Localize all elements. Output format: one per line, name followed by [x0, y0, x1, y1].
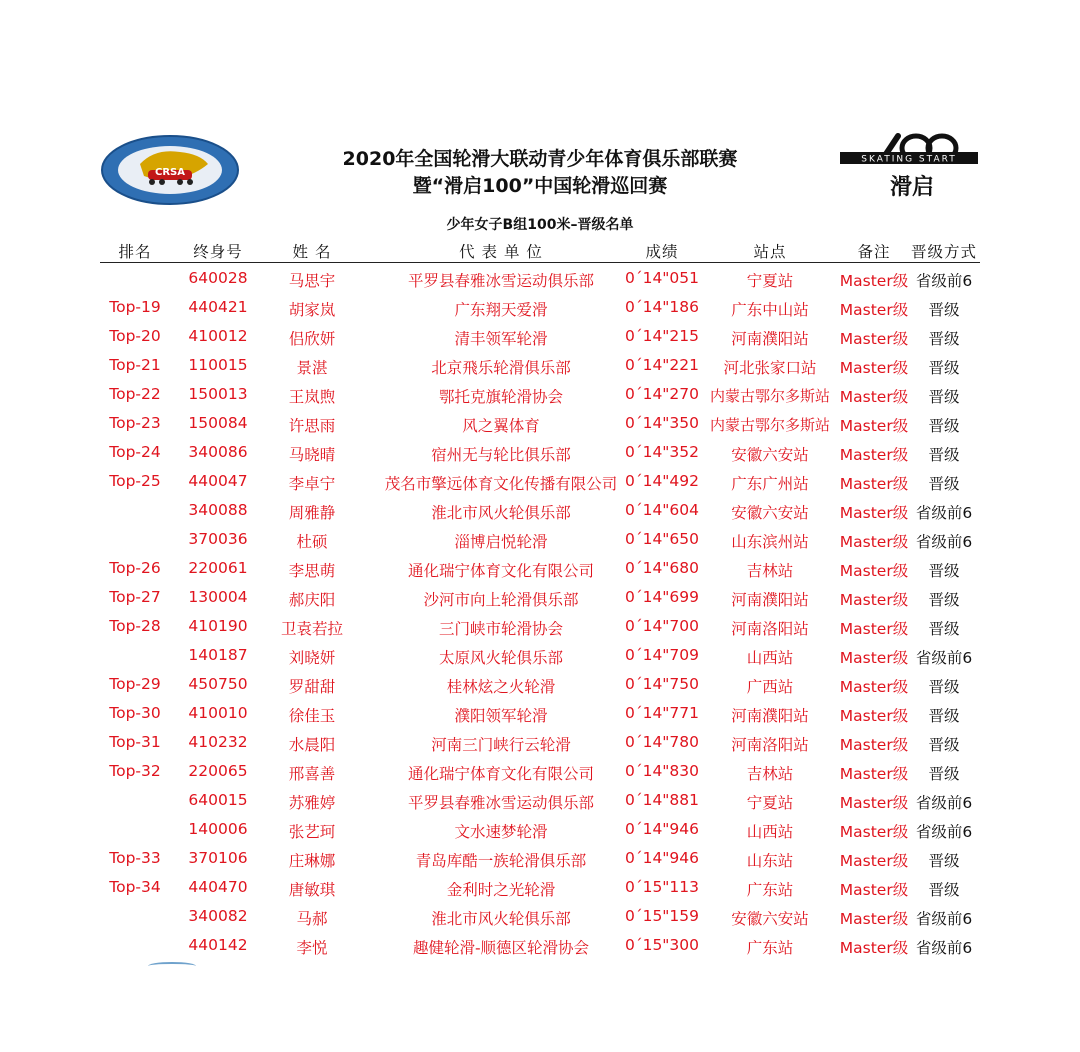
- cell-unit: 平罗县春雅冰雪运动俱乐部: [407, 794, 595, 812]
- cell-station: 广东站: [746, 939, 794, 957]
- cell-promotion: 省级前6: [915, 533, 973, 551]
- cell-note: Master级: [839, 446, 909, 464]
- cell-rank: Top-29: [109, 675, 161, 693]
- cell-rank: Top-31: [109, 733, 161, 751]
- cell-note: Master级: [839, 678, 909, 696]
- cell-unit: 鄂托克旗轮滑协会: [438, 388, 564, 406]
- cell-id: 440142: [188, 936, 248, 954]
- cell-note: Master级: [839, 620, 909, 638]
- cell-promotion: 晋级: [928, 620, 960, 638]
- cell-rank: Top-33: [109, 849, 161, 867]
- cell-note: Master级: [839, 939, 909, 957]
- cell-result: 0´14"699: [624, 588, 700, 606]
- cell-result: 0´14"946: [624, 820, 700, 838]
- cell-id: 220065: [188, 762, 248, 780]
- cell-unit: 清丰领军轮滑: [454, 330, 548, 348]
- table-row: [100, 788, 980, 817]
- cell-promotion: 晋级: [928, 417, 960, 435]
- cell-unit: 三门峡市轮滑协会: [438, 620, 564, 638]
- cell-id: 440470: [188, 878, 248, 896]
- cell-promotion: 晋级: [928, 736, 960, 754]
- table-row: [100, 324, 980, 353]
- cell-id: 640028: [188, 269, 248, 287]
- table-row: [100, 904, 980, 933]
- cell-result: 0´14"051: [624, 269, 700, 287]
- cell-promotion: 晋级: [928, 359, 960, 377]
- cell-result: 0´14"881: [624, 791, 700, 809]
- cell-id: 340086: [188, 443, 248, 461]
- cell-note: Master级: [839, 823, 909, 841]
- svg-text:滑启: 滑启: [889, 175, 935, 200]
- cell-name: 罗甜甜: [288, 678, 336, 696]
- cell-name: 侣欣妍: [288, 330, 336, 348]
- svg-text:CRSA: CRSA: [155, 167, 185, 178]
- cell-station: 山东滨州站: [731, 533, 809, 551]
- table-row: [100, 556, 980, 585]
- cell-unit: 金利时之光轮滑: [446, 881, 556, 899]
- table-row: [100, 382, 980, 411]
- cell-note: Master级: [839, 301, 909, 319]
- cell-note: Master级: [839, 359, 909, 377]
- cell-station: 吉林站: [746, 765, 794, 783]
- cell-result: 0´14"780: [624, 733, 700, 751]
- cell-result: 0´14"650: [624, 530, 700, 548]
- cell-id: 130004: [188, 588, 248, 606]
- cell-result: 0´14"709: [624, 646, 700, 664]
- cell-name: 胡家岚: [288, 301, 336, 319]
- cell-result: 0´14"221: [624, 356, 700, 374]
- cell-promotion: 省级前6: [915, 939, 973, 957]
- cell-id: 410010: [188, 704, 248, 722]
- cell-id: 140187: [188, 646, 248, 664]
- cell-unit: 北京飛乐轮滑俱乐部: [431, 359, 571, 377]
- cell-note: Master级: [839, 707, 909, 725]
- table-row: [100, 817, 980, 846]
- cell-name: 刘晓妍: [288, 649, 336, 667]
- cell-unit: 通化瑞宁体育文化有限公司: [407, 562, 595, 580]
- cell-rank: Top-28: [109, 617, 161, 635]
- cell-rank: Top-25: [109, 472, 161, 490]
- cell-id: 370036: [188, 530, 248, 548]
- cell-note: Master级: [839, 765, 909, 783]
- cell-result: 0´15"300: [624, 936, 700, 954]
- cell-id: 140006: [188, 820, 248, 838]
- cell-promotion: 晋级: [928, 446, 960, 464]
- cell-promotion: 晋级: [928, 852, 960, 870]
- crsa-logo: [100, 134, 240, 206]
- cell-promotion: 晋级: [928, 707, 960, 725]
- cell-station: 广西站: [746, 678, 794, 696]
- cell-note: Master级: [839, 272, 909, 290]
- cell-id: 640015: [188, 791, 248, 809]
- cell-rank: Top-19: [109, 298, 161, 316]
- cell-result: 0´14"700: [624, 617, 700, 635]
- cell-promotion: 晋级: [928, 591, 960, 609]
- title-line-2: 暨“滑启100”中国轮滑巡回赛: [412, 175, 668, 197]
- cell-rank: Top-26: [109, 559, 161, 577]
- cell-note: Master级: [839, 794, 909, 812]
- cell-id: 110015: [188, 356, 248, 374]
- skating-start-logo: [838, 128, 980, 202]
- cell-unit: 文水速梦轮滑: [454, 823, 548, 841]
- cell-station: 宁夏站: [746, 272, 794, 290]
- cell-unit: 淮北市风火轮俱乐部: [431, 910, 571, 928]
- cell-id: 150084: [188, 414, 248, 432]
- cell-result: 0´14"830: [624, 762, 700, 780]
- cell-promotion: 省级前6: [915, 272, 973, 290]
- cell-station: 广东中山站: [731, 301, 809, 319]
- col-header-name: 姓 名: [292, 243, 332, 261]
- cell-name: 张艺珂: [288, 823, 336, 841]
- cell-station: 河南洛阳站: [731, 620, 809, 638]
- cell-promotion: 省级前6: [915, 794, 973, 812]
- cell-promotion: 晋级: [928, 388, 960, 406]
- cell-result: 0´14"350: [624, 414, 700, 432]
- cell-station: 河南濮阳站: [731, 330, 809, 348]
- cell-promotion: 晋级: [928, 301, 960, 319]
- cell-rank: Top-32: [109, 762, 161, 780]
- cell-name: 卫袁若拉: [280, 620, 344, 638]
- cell-unit: 青岛库酷一族轮滑俱乐部: [415, 852, 587, 870]
- cell-note: Master级: [839, 649, 909, 667]
- table-row: [100, 759, 980, 788]
- cell-name: 马晓晴: [288, 446, 336, 464]
- col-header-id: 终身号: [193, 243, 243, 261]
- cell-unit: 平罗县春雅冰雪运动俱乐部: [407, 272, 595, 290]
- cell-promotion: 晋级: [928, 881, 960, 899]
- table-row: [100, 295, 980, 324]
- cell-station: 广东站: [746, 881, 794, 899]
- table-row: [100, 411, 980, 440]
- col-header-unit: 代 表 单 位: [459, 243, 543, 261]
- cell-rank: Top-27: [109, 588, 161, 606]
- cell-result: 0´15"113: [624, 878, 700, 896]
- cell-id: 410190: [188, 617, 248, 635]
- cell-name: 水晨阳: [288, 736, 336, 754]
- table-row: [100, 440, 980, 469]
- table-row: [100, 643, 980, 672]
- cell-result: 0´14"771: [624, 704, 700, 722]
- cell-name: 杜硕: [296, 533, 328, 551]
- cell-id: 450750: [188, 675, 248, 693]
- cell-result: 0´15"159: [624, 907, 700, 925]
- cell-result: 0´14"352: [624, 443, 700, 461]
- cell-promotion: 省级前6: [915, 649, 973, 667]
- cell-promotion: 晋级: [928, 330, 960, 348]
- cell-station: 安徽六安站: [731, 504, 809, 522]
- cell-name: 李悦: [296, 939, 328, 957]
- cell-promotion: 省级前6: [915, 823, 973, 841]
- cell-promotion: 晋级: [928, 678, 960, 696]
- cell-unit: 茂名市擎远体育文化传播有限公司: [384, 475, 618, 493]
- cell-station: 广东广州站: [731, 475, 809, 493]
- page-edge-mark: [148, 962, 196, 970]
- col-header-result: 成绩: [645, 243, 679, 261]
- cell-name: 邢喜善: [288, 765, 336, 783]
- cell-station: 吉林站: [746, 562, 794, 580]
- title-block: [240, 146, 840, 200]
- cell-station: 安徽六安站: [731, 910, 809, 928]
- cell-unit: 趣健轮滑-顺德区轮滑协会: [412, 939, 590, 957]
- cell-unit: 沙河市向上轮滑俱乐部: [423, 591, 579, 609]
- cell-note: Master级: [839, 475, 909, 493]
- cell-id: 440047: [188, 472, 248, 490]
- cell-id: 340088: [188, 501, 248, 519]
- cell-id: 410012: [188, 327, 248, 345]
- cell-note: Master级: [839, 330, 909, 348]
- cell-name: 唐敏琪: [288, 881, 336, 899]
- cell-station: 山东站: [746, 852, 794, 870]
- cell-note: Master级: [839, 388, 909, 406]
- table-row: [100, 933, 980, 962]
- table-row: [100, 353, 980, 382]
- col-header-promotion: 晋级方式: [910, 243, 978, 261]
- table-row: [100, 730, 980, 759]
- cell-rank: Top-34: [109, 878, 161, 896]
- cell-unit: 淮北市风火轮俱乐部: [431, 504, 571, 522]
- cell-promotion: 省级前6: [915, 504, 973, 522]
- cell-station: 山西站: [746, 823, 794, 841]
- cell-id: 410232: [188, 733, 248, 751]
- table-row: [100, 701, 980, 730]
- cell-name: 苏雅婷: [288, 794, 336, 812]
- cell-name: 李思萌: [288, 562, 336, 580]
- cell-unit: 通化瑞宁体育文化有限公司: [407, 765, 595, 783]
- table-row: [100, 498, 980, 527]
- cell-result: 0´14"492: [624, 472, 700, 490]
- cell-note: Master级: [839, 591, 909, 609]
- cell-rank: Top-23: [109, 414, 161, 432]
- cell-name: 徐佳玉: [288, 707, 336, 725]
- cell-station: 山西站: [746, 649, 794, 667]
- cell-id: 150013: [188, 385, 248, 403]
- table-header: [100, 240, 980, 263]
- cell-name: 马郝: [296, 910, 328, 928]
- cell-note: Master级: [839, 504, 909, 522]
- cell-station: 宁夏站: [746, 794, 794, 812]
- cell-result: 0´14"215: [624, 327, 700, 345]
- cell-station: 河南洛阳站: [731, 736, 809, 754]
- cell-station: 内蒙古鄂尔多斯站: [709, 387, 831, 405]
- table-row: [100, 875, 980, 904]
- cell-name: 景湛: [296, 359, 328, 377]
- cell-result: 0´14"270: [624, 385, 700, 403]
- table-row: [100, 527, 980, 556]
- table-row: [100, 585, 980, 614]
- cell-note: Master级: [839, 736, 909, 754]
- table-row: [100, 469, 980, 498]
- cell-note: Master级: [839, 910, 909, 928]
- cell-name: 王岚煦: [288, 388, 336, 406]
- table-row: [100, 614, 980, 643]
- cell-rank: Top-21: [109, 356, 161, 374]
- cell-unit: 淄博启悦轮滑: [454, 533, 548, 551]
- cell-unit: 河南三门峡行云轮滑: [431, 736, 571, 754]
- cell-name: 庄琳娜: [288, 852, 336, 870]
- cell-rank: Top-24: [109, 443, 161, 461]
- cell-promotion: 晋级: [928, 765, 960, 783]
- col-header-rank: 排名: [118, 243, 152, 261]
- cell-station: 河北张家口站: [723, 359, 817, 377]
- table-subtitle: 少年女子B组100米–晋级名单: [446, 217, 634, 233]
- cell-unit: 广东翔天爱滑: [454, 301, 548, 319]
- cell-unit: 桂林炫之火轮滑: [446, 678, 556, 696]
- cell-note: Master级: [839, 562, 909, 580]
- cell-name: 许思雨: [288, 417, 336, 435]
- cell-rank: Top-22: [109, 385, 161, 403]
- cell-promotion: 晋级: [928, 475, 960, 493]
- cell-unit: 濮阳领军轮滑: [454, 707, 548, 725]
- cell-note: Master级: [839, 852, 909, 870]
- cell-id: 370106: [188, 849, 248, 867]
- col-header-station: 站点: [753, 243, 787, 261]
- cell-name: 周雅静: [288, 504, 336, 522]
- cell-station: 安徽六安站: [731, 446, 809, 464]
- cell-note: Master级: [839, 533, 909, 551]
- cell-id: 340082: [188, 907, 248, 925]
- table-row: [100, 266, 980, 295]
- table-row: [100, 846, 980, 875]
- svg-text:SKATING START: SKATING START: [861, 154, 957, 165]
- title-line-1: 2020年全国轮滑大联动青少年体育俱乐部联赛: [342, 148, 738, 170]
- cell-station: 内蒙古鄂尔多斯站: [709, 416, 831, 434]
- cell-result: 0´14"604: [624, 501, 700, 519]
- cell-result: 0´14"946: [624, 849, 700, 867]
- cell-name: 马思宇: [288, 272, 336, 290]
- cell-result: 0´14"750: [624, 675, 700, 693]
- cell-promotion: 晋级: [928, 562, 960, 580]
- cell-unit: 风之翼体育: [462, 417, 540, 435]
- cell-name: 李卓宁: [288, 475, 336, 493]
- cell-note: Master级: [839, 417, 909, 435]
- cell-note: Master级: [839, 881, 909, 899]
- cell-result: 0´14"186: [624, 298, 700, 316]
- cell-station: 河南濮阳站: [731, 707, 809, 725]
- cell-promotion: 省级前6: [915, 910, 973, 928]
- cell-unit: 宿州无与轮比俱乐部: [431, 446, 571, 464]
- cell-rank: Top-20: [109, 327, 161, 345]
- cell-name: 郝庆阳: [288, 591, 336, 609]
- cell-station: 河南濮阳站: [731, 591, 809, 609]
- cell-rank: Top-30: [109, 704, 161, 722]
- col-header-note: 备注: [857, 243, 891, 261]
- cell-id: 440421: [188, 298, 248, 316]
- cell-id: 220061: [188, 559, 248, 577]
- results-table: [100, 266, 980, 962]
- cell-unit: 太原风火轮俱乐部: [438, 649, 564, 667]
- cell-result: 0´14"680: [624, 559, 700, 577]
- table-row: [100, 672, 980, 701]
